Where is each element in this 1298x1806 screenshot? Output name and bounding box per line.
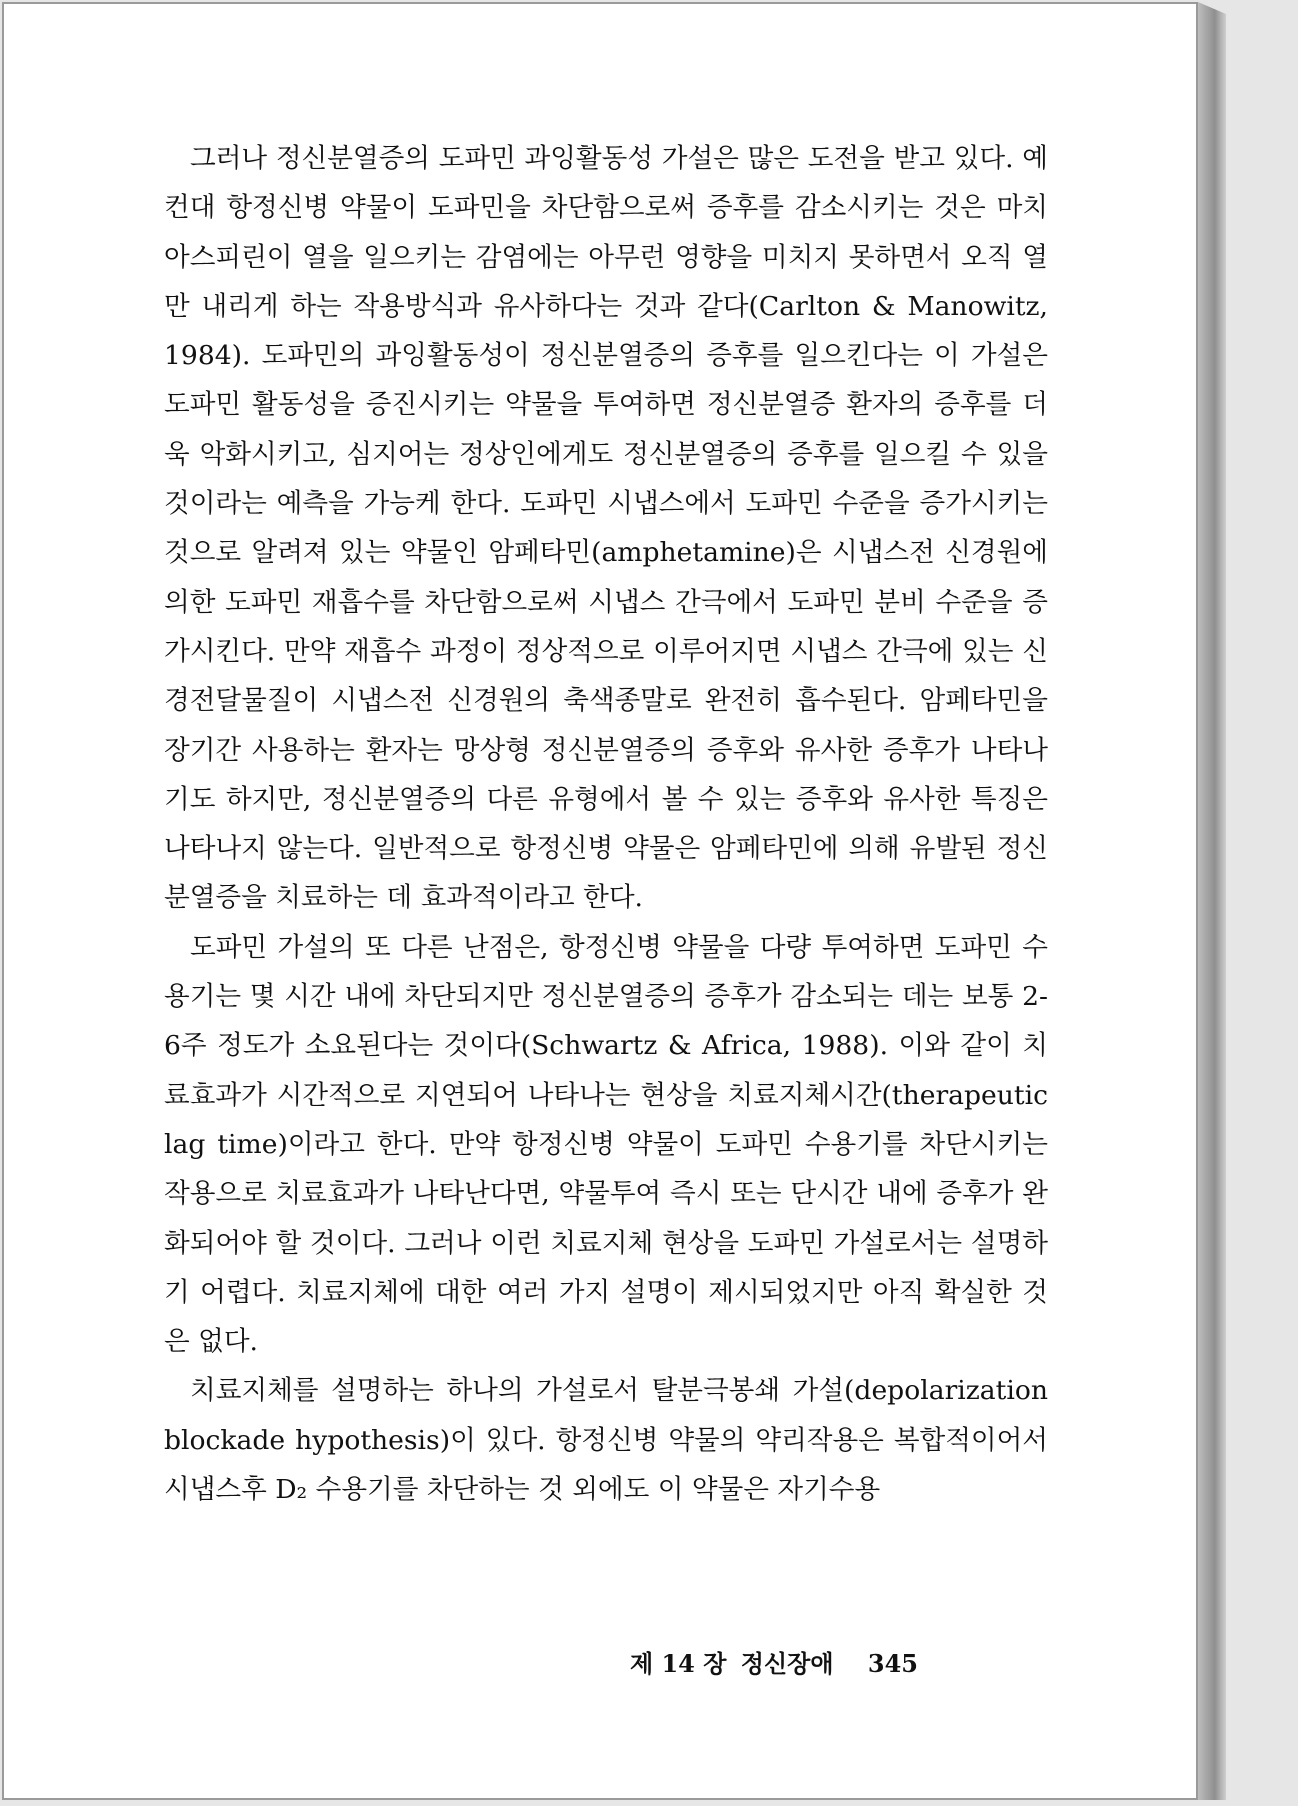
page-footer — [624, 1644, 918, 1679]
body-text — [164, 134, 1048, 1514]
chapter-title: 정신장애 — [740, 1649, 834, 1678]
paragraph-1: 그러나 정신분열증의 도파민 과잉활동성 가설은 많은 도전을 받고 있다. 예컨대 항정신병 약물이 도파민을 차단함으로써 증후를 감소시키는 것은 마치 아스피린이 열을 일으키는 감염에는 아무런 영향을 미치지 못하면서 오직 열만 내리게 하는 작용방식과 유사하다는 것과 같다(Carlton & Manowitz, 1984). 도파민의 과잉활동성이 정신분열증의 증후를 일으킨다는 이 가설은 도파민 활동성을 증진시키는 약물을 투여하면 정신분열증 환자의 증후를 더욱 악화시키고, 심지어는 정상인에게도 정신분열증의 증후를 일으킬 수 있을 것이라는 예측을 가능케 한다. 도파민 시냅스에서 도파민 수준을 증가시키는 것으로 알려져 있는 약물인 암페타민(amphetamine)은 시냅스전 신경원에 의한 도파민 재흡수를 차단함으로써 시냅스 간극에서 도파민 분비 수준을 증가시킨다. 만약 재흡수 과정이 정상적으로 이루어지면 시냅스 간극에 있는 신경전달물질이 시냅스전 신경원의 축색종말로 완전히 흡수된다. 암페타민을 장기간 사용하는 환자는 망상형 정신분열증의 증후와 유사한 증후가 나타나기도 하지만, 정신분열증의 다른 유형에서 볼 수 있는 증후와 유사한 특징은 나타나지 않는다. 일반적으로 항정신병 약물은 암페타민에 의해 유발된 정신분열증을 치료하는 데 효과적이라고 한다. — [164, 143, 1048, 914]
page-edge-shadow — [1198, 2, 1226, 1800]
page-number: 345 — [867, 1649, 918, 1678]
document-page — [2, 2, 1198, 1800]
paragraph-3: 치료지체를 설명하는 하나의 가설로서 탈분극봉쇄 가설(depolarization blockade hypothesis)이 있다. 항정신병 약물의 약리작용은 복합적이어서 시냅스후 D₂ 수용기를 차단하는 것 외에도 이 약물은 자기수용 — [164, 1375, 1048, 1506]
paragraph-2: 도파민 가설의 또 다른 난점은, 항정신병 약물을 다량 투여하면 도파민 수용기는 몇 시간 내에 차단되지만 정신분열증의 증후가 감소되는 데는 보통 2-6주 정도가 소요된다는 것이다(Schwartz & Africa, 1988). 이와 같이 치료효과가 시간적으로 지연되어 나타나는 현상을 치료지체시간(therapeutic lag time)이라고 한다. 만약 항정신병 약물이 도파민 수용기를 차단시키는 작용으로 치료효과가 나타난다면, 약물투여 즉시 또는 단시간 내에 증후가 완화되어야 할 것이다. 그러나 이런 치료지체 현상을 도파민 가설로서는 설명하기 어렵다. 치료지체에 대한 여러 가지 설명이 제시되었지만 아직 확실한 것은 없다. — [164, 931, 1048, 1358]
chapter-label: 제 14 장 — [629, 1649, 727, 1678]
